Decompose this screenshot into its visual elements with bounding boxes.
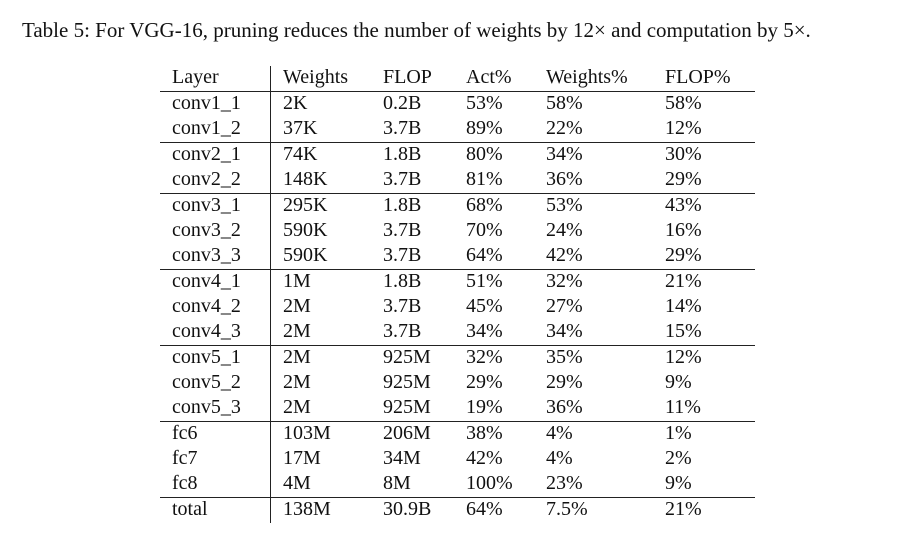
- flop-percent-cell: 9%: [665, 371, 692, 393]
- flop-percent-cell: 21%: [665, 498, 755, 524]
- layer-cell: conv4_3: [160, 320, 271, 346]
- weights-percent-cell: 22%: [546, 117, 583, 139]
- act-percent-cell: 38%: [466, 422, 546, 448]
- act-percent-cell: 51%: [466, 270, 546, 296]
- weights-cell: 590K: [283, 219, 328, 241]
- act-percent-cell: 53%: [466, 92, 546, 118]
- weights-cell: 2M: [283, 396, 311, 418]
- flop-cell: 206M: [383, 422, 466, 448]
- flop-cell: 1.8B: [383, 270, 466, 296]
- table-row: [160, 92, 755, 118]
- flop-percent-cell: 11%: [665, 396, 701, 418]
- weights-cell: 590K: [283, 244, 328, 266]
- layer-cell: conv2_1: [160, 143, 271, 169]
- weights-cell: 2M: [283, 320, 311, 342]
- layer-cell: total: [160, 498, 271, 524]
- caption-suffix: .: [805, 18, 811, 42]
- caption-middle: and computation by 5: [605, 18, 794, 42]
- flop-cell: 1.8B: [383, 143, 466, 169]
- weights-percent-cell: 23%: [546, 472, 583, 494]
- caption-times-symbol: ×: [594, 18, 606, 42]
- layer-cell: conv2_2: [160, 168, 271, 194]
- act-percent-cell: 64%: [466, 244, 503, 266]
- table-row: [160, 194, 755, 220]
- weights-cell: 295K: [271, 194, 384, 220]
- weights-cell: 17M: [283, 447, 321, 469]
- table-row: [160, 219, 755, 244]
- header-weights: Weights: [283, 66, 349, 88]
- weights-percent-cell: 36%: [546, 168, 583, 190]
- weights-percent-cell: 35%: [546, 346, 665, 372]
- act-percent-cell: 29%: [466, 371, 503, 393]
- act-percent-cell: 32%: [466, 346, 546, 372]
- weights-percent-cell: 4%: [546, 422, 665, 448]
- weights-cell: 103M: [271, 422, 384, 448]
- layer-cell: conv1_2: [160, 117, 271, 143]
- table-row: [160, 498, 755, 524]
- weights-percent-cell: 34%: [546, 143, 665, 169]
- table-caption: [22, 18, 811, 43]
- weights-percent-cell: 58%: [546, 92, 665, 118]
- table-row: [160, 117, 755, 143]
- flop-percent-cell: 9%: [665, 472, 692, 494]
- act-percent-cell: 70%: [466, 219, 503, 241]
- act-percent-cell: 45%: [466, 295, 503, 317]
- layer-cell: fc7: [160, 447, 271, 472]
- weights-percent-cell: 36%: [546, 396, 583, 418]
- header-act-percent: Act%: [466, 66, 512, 88]
- layer-cell: conv4_1: [160, 270, 271, 296]
- flop-cell: 925M: [383, 346, 466, 372]
- act-percent-cell: 42%: [466, 447, 503, 469]
- flop-cell: 3.7B: [383, 295, 422, 317]
- layer-cell: conv4_2: [160, 295, 271, 320]
- flop-percent-cell: 58%: [665, 92, 755, 118]
- weights-cell: 148K: [283, 168, 328, 190]
- flop-cell: 0.2B: [383, 92, 466, 118]
- flop-cell: 3.7B: [383, 117, 422, 139]
- layer-cell: conv5_3: [160, 396, 271, 422]
- table-row: [160, 346, 755, 372]
- table-row: [160, 422, 755, 448]
- act-percent-cell: 89%: [466, 117, 503, 139]
- weights-percent-cell: 27%: [546, 295, 583, 317]
- table-body: [160, 92, 755, 524]
- layer-cell: conv3_2: [160, 219, 271, 244]
- layer-cell: conv3_1: [160, 194, 271, 220]
- act-percent-cell: 19%: [466, 396, 503, 418]
- act-percent-cell: 80%: [466, 143, 546, 169]
- flop-percent-cell: 15%: [665, 320, 702, 342]
- flop-percent-cell: 30%: [665, 143, 755, 169]
- vgg16-pruning-table: [160, 66, 755, 523]
- flop-cell: 30.9B: [383, 498, 466, 524]
- layer-cell: conv3_3: [160, 244, 271, 270]
- weights-percent-cell: 29%: [546, 371, 583, 393]
- table-row: [160, 472, 755, 498]
- flop-cell: 1.8B: [383, 194, 466, 220]
- layer-cell: conv1_1: [160, 92, 271, 118]
- flop-percent-cell: 29%: [665, 168, 702, 190]
- weights-cell: 74K: [271, 143, 384, 169]
- act-percent-cell: 64%: [466, 498, 546, 524]
- layer-cell: conv5_1: [160, 346, 271, 372]
- flop-cell: 925M: [383, 396, 431, 418]
- header-flop: FLOP: [383, 66, 432, 88]
- table-row: [160, 295, 755, 320]
- weights-cell: 2M: [283, 371, 311, 393]
- weights-percent-cell: 53%: [546, 194, 665, 220]
- flop-percent-cell: 14%: [665, 295, 702, 317]
- weights-percent-cell: 24%: [546, 219, 583, 241]
- table-row: [160, 168, 755, 194]
- weights-percent-cell: 7.5%: [546, 498, 665, 524]
- flop-percent-cell: 1%: [665, 422, 755, 448]
- flop-percent-cell: 21%: [665, 270, 755, 296]
- act-percent-cell: 68%: [466, 194, 546, 220]
- header-layer: Layer: [160, 66, 271, 92]
- weights-cell: 4M: [283, 472, 311, 494]
- layer-cell: fc8: [160, 472, 271, 498]
- layer-cell: fc6: [160, 422, 271, 448]
- table-row: [160, 320, 755, 346]
- flop-cell: 8M: [383, 472, 411, 494]
- weights-percent-cell: 32%: [546, 270, 665, 296]
- flop-cell: 925M: [383, 371, 431, 393]
- act-percent-cell: 34%: [466, 320, 503, 342]
- flop-percent-cell: 29%: [665, 244, 702, 266]
- flop-percent-cell: 16%: [665, 219, 702, 241]
- weights-cell: 138M: [271, 498, 384, 524]
- weights-cell: 2M: [283, 295, 311, 317]
- weights-cell: 37K: [283, 117, 318, 139]
- table-header-row: [160, 66, 755, 92]
- flop-cell: 3.7B: [383, 219, 422, 241]
- table-row: [160, 270, 755, 296]
- table-row: [160, 371, 755, 396]
- weights-percent-cell: 4%: [546, 447, 573, 469]
- act-percent-cell: 100%: [466, 472, 513, 494]
- act-percent-cell: 81%: [466, 168, 503, 190]
- caption-prefix: Table 5: For VGG-16, pruning reduces the number of weights by 12: [22, 18, 595, 42]
- layer-cell: conv5_2: [160, 371, 271, 396]
- flop-cell: 3.7B: [383, 320, 422, 342]
- table-row: [160, 244, 755, 270]
- weights-percent-cell: 34%: [546, 320, 583, 342]
- weights-cell: 2M: [271, 346, 384, 372]
- weights-percent-cell: 42%: [546, 244, 583, 266]
- header-flop-percent: FLOP%: [665, 66, 731, 88]
- caption-times-symbol: ×: [793, 18, 806, 42]
- flop-cell: 3.7B: [383, 244, 422, 266]
- flop-percent-cell: 43%: [665, 194, 755, 220]
- table-row: [160, 447, 755, 472]
- table-row: [160, 143, 755, 169]
- weights-cell: 1M: [271, 270, 384, 296]
- header-weights-percent: Weights%: [546, 66, 628, 88]
- flop-cell: 3.7B: [383, 168, 422, 190]
- flop-percent-cell: 2%: [665, 447, 692, 469]
- flop-cell: 34M: [383, 447, 421, 469]
- weights-cell: 2K: [271, 92, 384, 118]
- flop-percent-cell: 12%: [665, 346, 755, 372]
- flop-percent-cell: 12%: [665, 117, 702, 139]
- table-row: [160, 396, 755, 422]
